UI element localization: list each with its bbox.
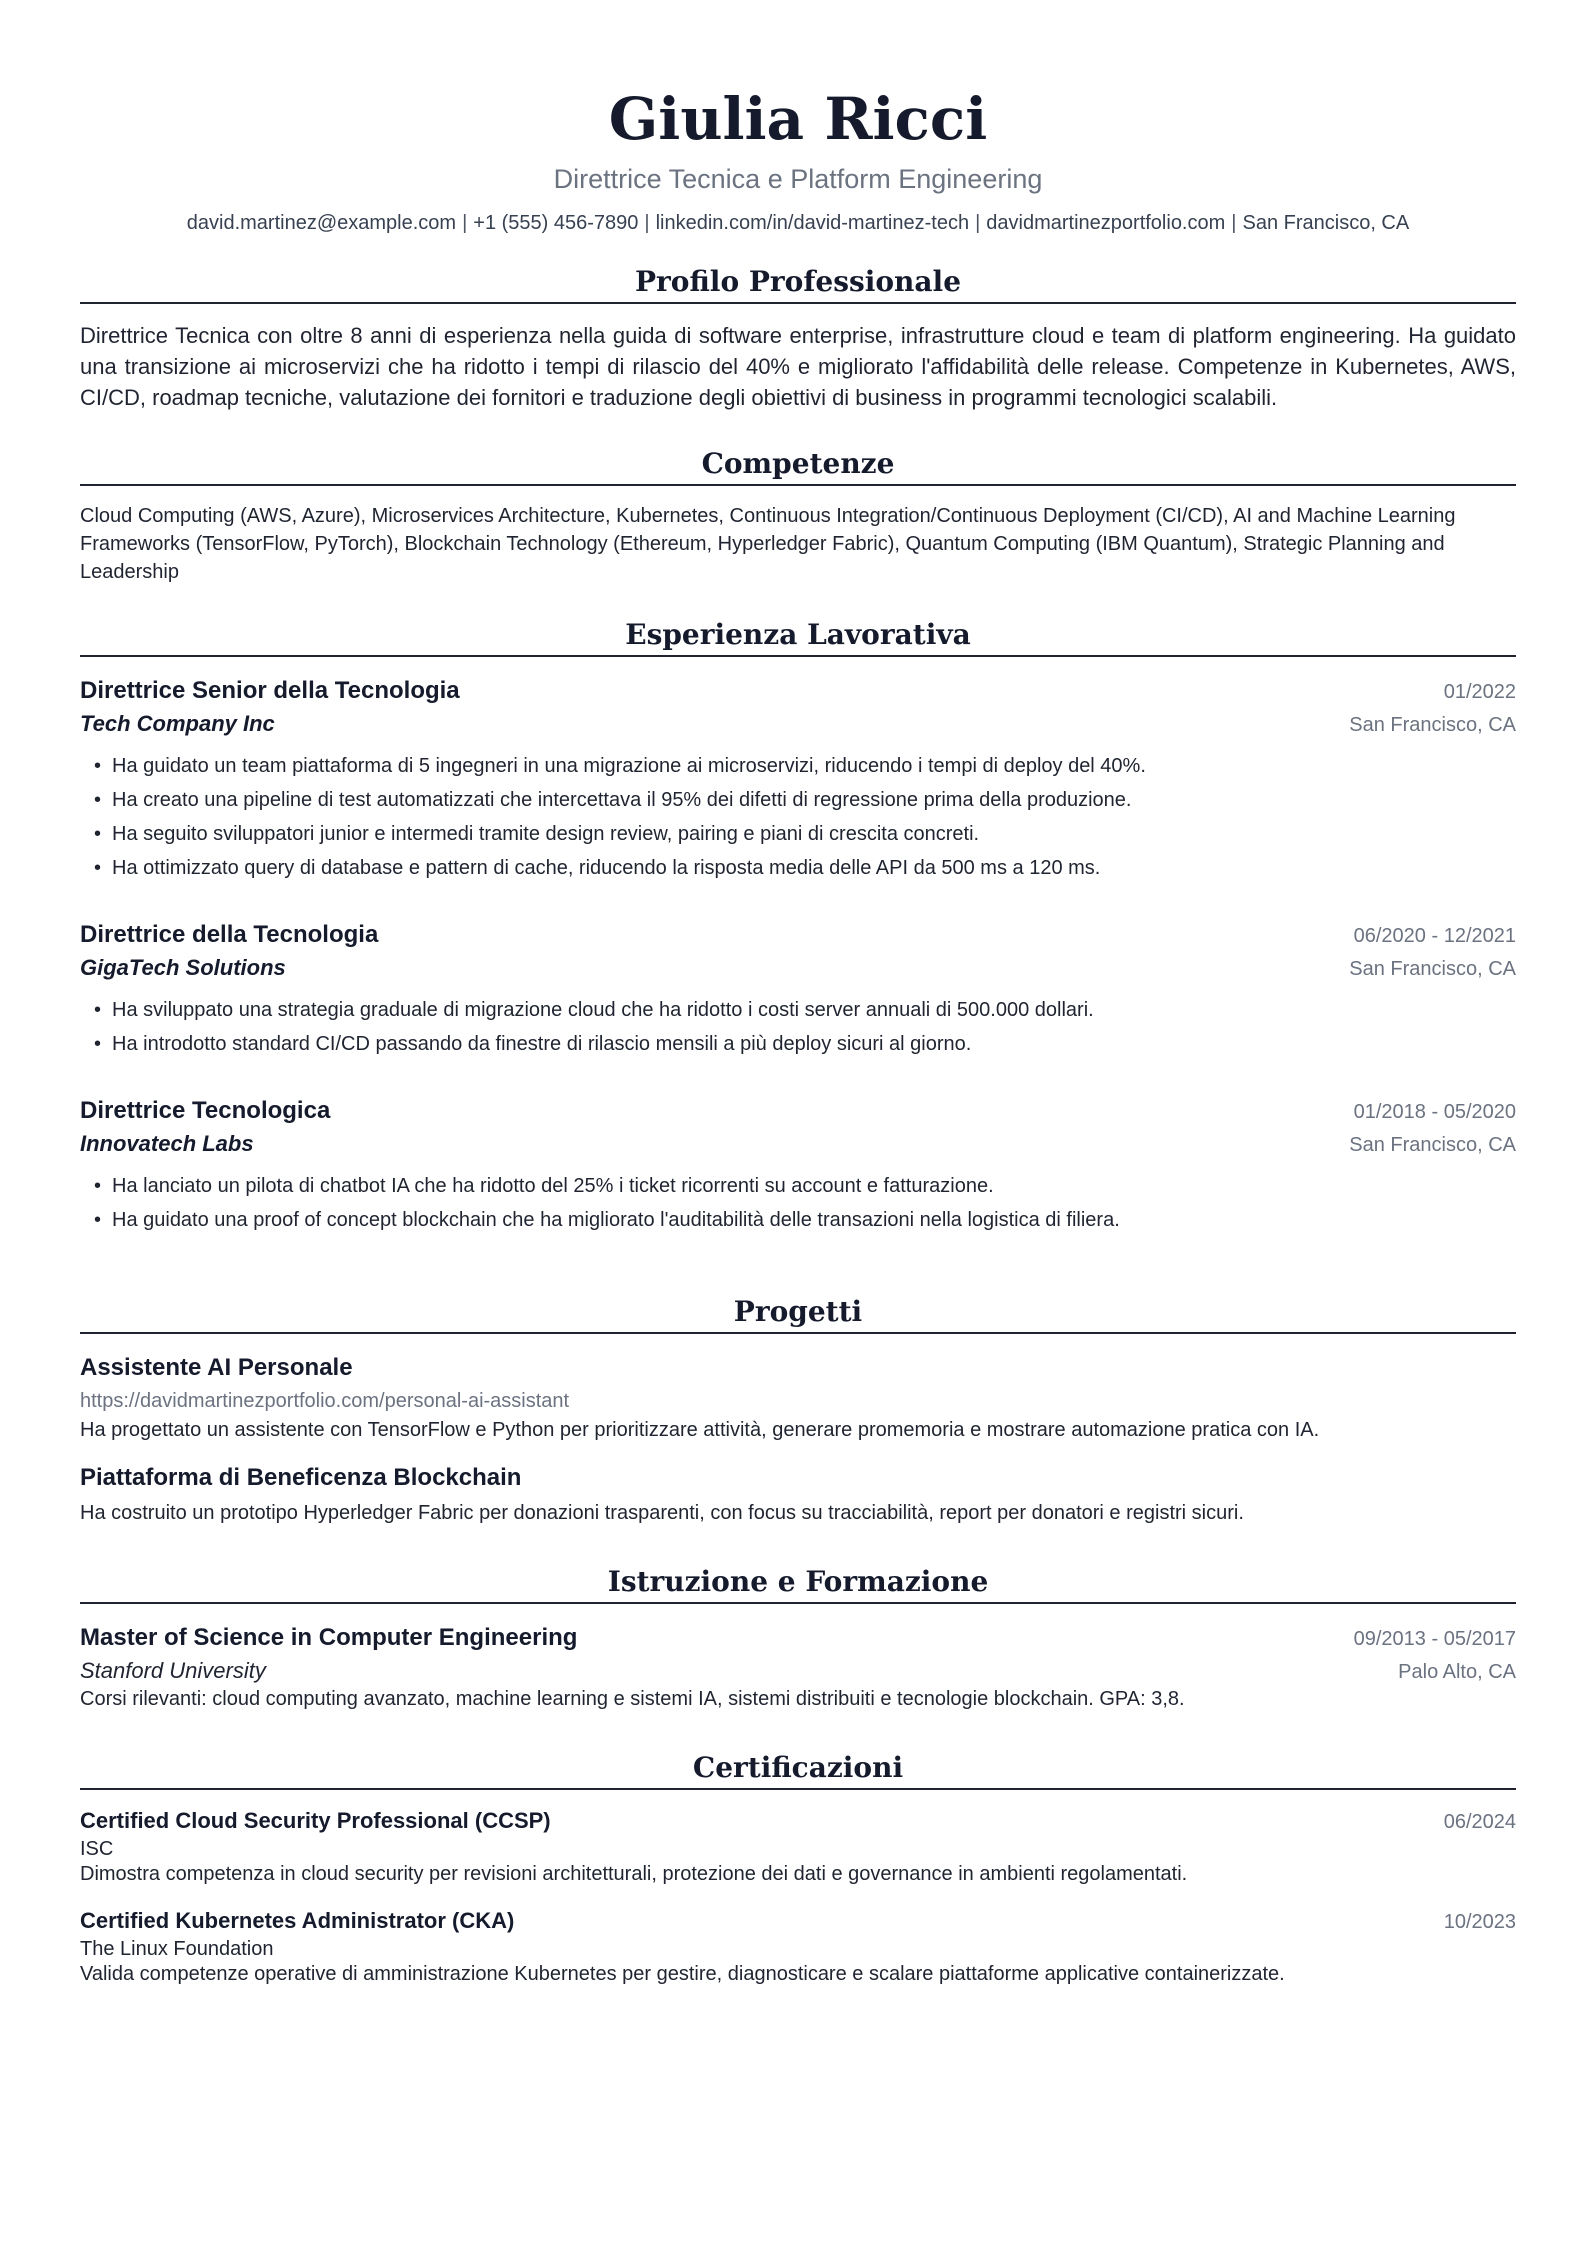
education-degree: Master of Science in Computer Engineering xyxy=(80,1624,578,1651)
section-title-profile: Profilo Professionale xyxy=(80,265,1516,304)
certification-entry xyxy=(80,1908,1516,1986)
job-bullet: • Ha introdotto standard CI/CD passando da finestre di rilascio mensili a più deploy sicuri al giorno. xyxy=(94,1027,1516,1061)
contact-phone[interactable]: +1 (555) 456-7890 xyxy=(473,212,639,234)
certification-entry xyxy=(80,1808,1516,1886)
certification-title: Certified Cloud Security Professional (CCSP) xyxy=(80,1808,551,1833)
resume-page xyxy=(80,0,1516,1986)
job-bullets xyxy=(80,1169,1516,1237)
section-title-skills: Competenze xyxy=(80,447,1516,486)
project-link[interactable]: https://davidmartinezportfolio.com/personal-ai-assistant xyxy=(80,1390,570,1412)
section-title-projects: Progetti xyxy=(80,1295,1516,1334)
contact-separator: | xyxy=(462,212,468,234)
job-location: San Francisco, CA xyxy=(1349,1134,1516,1156)
job-bullet: • Ha seguito sviluppatori junior e intermedi tramite design review, pairing e piani di crescita concreti. xyxy=(94,817,1516,851)
profile-section xyxy=(80,265,1516,413)
job-date: 06/2020 - 12/2021 xyxy=(1353,925,1516,947)
job-title: Direttrice Senior della Tecnologia xyxy=(80,677,460,704)
job-date: 01/2018 - 05/2020 xyxy=(1353,1101,1516,1123)
job-company: Tech Company Inc xyxy=(80,711,275,736)
job-title: Direttrice Tecnologica xyxy=(80,1097,331,1124)
contact-line xyxy=(80,212,1516,235)
education-entry xyxy=(80,1624,1516,1711)
certification-issuer: ISC xyxy=(80,1838,114,1860)
job-entry xyxy=(80,1097,1516,1237)
education-date: 09/2013 - 05/2017 xyxy=(1353,1628,1516,1650)
project-entry xyxy=(80,1464,1516,1525)
contact-portfolio[interactable]: davidmartinezportfolio.com xyxy=(986,212,1226,234)
section-title-experience: Esperienza Lavorativa xyxy=(80,618,1516,657)
project-description: Ha progettato un assistente con TensorFlow e Python per prioritizzare attività, generare promemoria e mostrare automazione pratica con IA. xyxy=(80,1419,1320,1441)
certifications-section xyxy=(80,1751,1516,1986)
project-title: Assistente AI Personale xyxy=(80,1354,353,1381)
certification-description: Valida competenze operative di amministrazione Kubernetes per gestire, diagnosticare e scalare piattaforme applicative containerizzate. xyxy=(80,1963,1285,1985)
experience-section xyxy=(80,618,1516,1237)
contact-location: San Francisco, CA xyxy=(1242,212,1410,234)
job-company: Innovatech Labs xyxy=(80,1131,254,1156)
contact-separator: | xyxy=(975,212,981,234)
job-bullets xyxy=(80,749,1516,885)
job-company: GigaTech Solutions xyxy=(80,955,286,980)
certification-issuer: The Linux Foundation xyxy=(80,1938,274,1960)
project-description: Ha costruito un prototipo Hyperledger Fabric per donazioni trasparenti, con focus su tracciabilità, report per donatori e registri sicuri. xyxy=(80,1502,1244,1524)
certification-description: Dimostra competenza in cloud security per revisioni architetturali, protezione dei dati e governance in ambienti regolamentati. xyxy=(80,1863,1188,1885)
job-date: 01/2022 xyxy=(1443,681,1516,703)
candidate-name: Giulia Ricci xyxy=(608,85,988,153)
job-bullet: • Ha lanciato un pilota di chatbot IA che ha ridotto del 25% i ticket ricorrenti su account e fatturazione. xyxy=(94,1169,1516,1203)
section-title-education: Istruzione e Formazione xyxy=(80,1565,1516,1604)
project-title: Piattaforma di Beneficenza Blockchain xyxy=(80,1464,522,1491)
job-bullet: • Ha sviluppato una strategia graduale di migrazione cloud che ha ridotto i costi server annuali di 500.000 dollari. xyxy=(94,993,1516,1027)
certification-date: 06/2024 xyxy=(1443,1811,1516,1833)
job-location: San Francisco, CA xyxy=(1349,958,1516,980)
section-title-certifications: Certificazioni xyxy=(80,1751,1516,1790)
job-bullet: • Ha ottimizzato query di database e pattern di cache, riducendo la risposta media delle API da 500 ms a 120 ms. xyxy=(94,851,1516,885)
education-school: Stanford University xyxy=(80,1658,266,1683)
project-entry xyxy=(80,1354,1516,1442)
job-title: Direttrice della Tecnologia xyxy=(80,921,379,948)
certification-title: Certified Kubernetes Administrator (CKA) xyxy=(80,1908,515,1933)
education-location: Palo Alto, CA xyxy=(1398,1661,1516,1683)
job-bullet: • Ha creato una pipeline di test automatizzati che intercettava il 95% dei difetti di regressione prima della produzione. xyxy=(94,783,1516,817)
contact-email[interactable]: david.martinez@example.com xyxy=(186,212,457,234)
job-bullet: • Ha guidato una proof of concept blockchain che ha migliorato l'auditabilità delle transazioni nella logistica di filiera. xyxy=(94,1203,1516,1237)
projects-section xyxy=(80,1295,1516,1525)
job-location: San Francisco, CA xyxy=(1349,714,1516,736)
education-description: Corsi rilevanti: cloud computing avanzato, machine learning e sistemi IA, sistemi distribuiti e tecnologie blockchain. GPA: 3,8. xyxy=(80,1688,1185,1710)
contact-separator: | xyxy=(1231,212,1237,234)
job-bullet: • Ha guidato un team piattaforma di 5 ingegneri in una migrazione ai microservizi, riducendo i tempi di deploy del 40%. xyxy=(94,749,1516,783)
profile-text: Direttrice Tecnica con oltre 8 anni di esperienza nella guida di software enterprise, infrastrutture cloud e team di platform engineering. Ha guidato una transizione ai microservizi che ha ridotto i tempi di rilascio del 40% e migliorato l'affidabilità delle release. Competenze in Kubernetes, AWS, CI/CD, roadmap tecniche, valutazione dei fornitori e traduzione degli obiettivi di business in programmi tecnologici scalabili. xyxy=(80,323,1516,410)
skills-text: Cloud Computing (AWS, Azure), Microservices Architecture, Kubernetes, Continuous Integration/Continuous Deployment (CI/CD), AI and Machine Learning Frameworks (TensorFlow, PyTorch), Blockchain Technology (Ethereum, Hyperledger Fabric), Quantum Computing (IBM Quantum), Strategic Planning and Leadership xyxy=(80,505,1456,583)
job-entry xyxy=(80,677,1516,885)
job-entry xyxy=(80,921,1516,1061)
education-section xyxy=(80,1565,1516,1711)
job-bullets xyxy=(80,993,1516,1061)
skills-section xyxy=(80,447,1516,586)
contact-separator: | xyxy=(644,212,650,234)
certification-date: 10/2023 xyxy=(1443,1911,1516,1933)
candidate-subtitle: Direttrice Tecnica e Platform Engineering xyxy=(553,164,1043,194)
contact-linkedin[interactable]: linkedin.com/in/david-martinez-tech xyxy=(655,212,970,234)
